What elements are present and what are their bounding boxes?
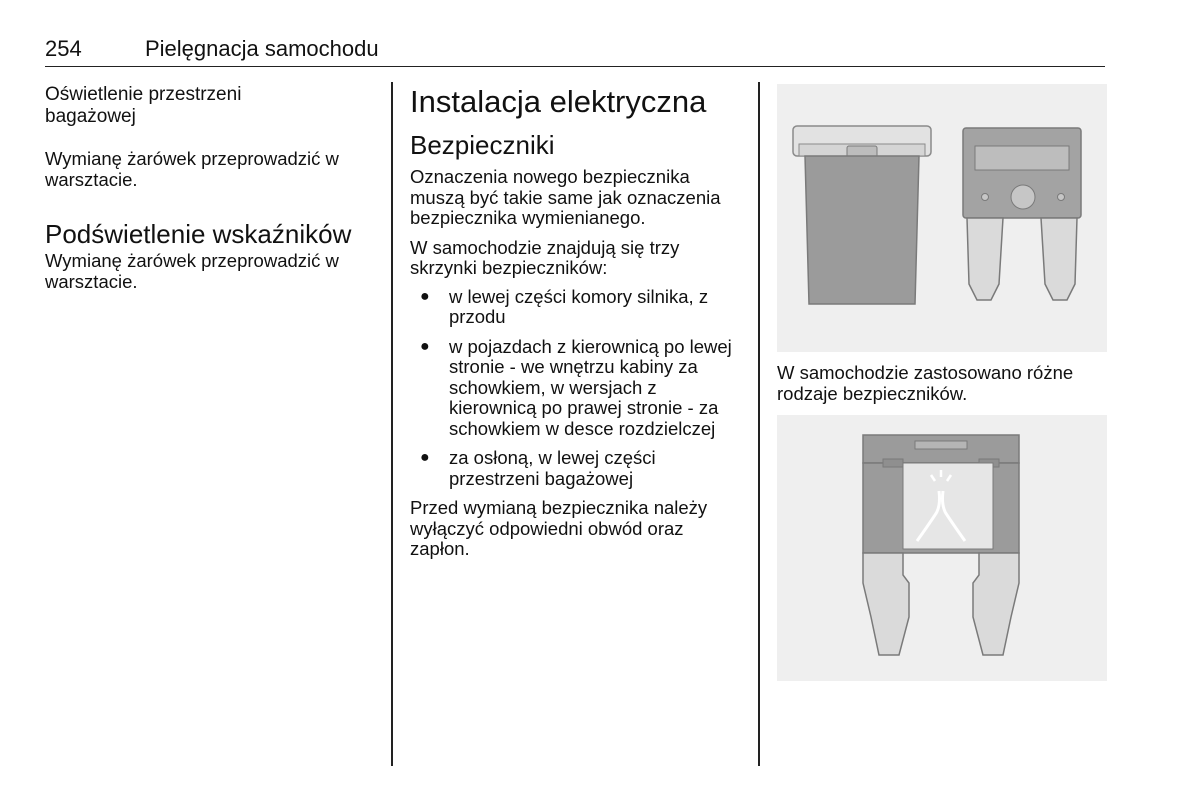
- list-item-text: w lewej części komory silnika, z przodu: [449, 285, 709, 327]
- chapter-title: Pielęgnacja samochodu: [145, 36, 379, 61]
- bullet-icon: ●: [420, 287, 430, 305]
- list-item-text: w pojazdach z kierownicą po lewej stronie - we wnętrzu kabiny za schowkiem, w wersjach z kierownicą po prawej stronie - za schowkiem w desce rozdzielczej: [449, 335, 732, 439]
- column-middle: [410, 84, 745, 560]
- sub-heading: Bezpieczniki: [410, 130, 555, 160]
- paragraph-before-replacement: Przed wymianą bezpiecznika należy wyłączyć odpowiedni obwód oraz zapłon.: [410, 497, 708, 559]
- section-text-luggage-lighting: Wymianę żarówek przeprowadzić w warsztacie.: [45, 148, 339, 190]
- column-left: [45, 84, 375, 292]
- figure-caption-fuse-types: W samochodzie zastosowano różne rodzaje bezpieczników.: [777, 362, 1074, 404]
- paragraph-fuse-markings: Oznaczenia nowego bezpiecznika muszą być takie same jak oznaczenia bezpiecznika wymienianego.: [410, 166, 721, 228]
- fuse-box-list: [410, 287, 745, 490]
- column-divider: [391, 82, 393, 766]
- mini-fuse-illustration: [777, 415, 1107, 681]
- bullet-icon: ●: [420, 337, 430, 355]
- page-header: [45, 34, 1105, 67]
- paragraph-fuse-boxes: W samochodzie znajdują się trzy skrzynki bezpieczników:: [410, 236, 680, 278]
- list-item: [410, 287, 739, 328]
- column-right: [777, 84, 1107, 681]
- list-item: [410, 448, 709, 489]
- section-text-instrument-lighting: Wymianę żarówek przeprowadzić w warsztacie.: [45, 250, 339, 292]
- main-heading: Instalacja elektryczna: [410, 84, 707, 119]
- fuse-side-view: [793, 126, 931, 304]
- fuse-types-illustration: [777, 84, 1107, 352]
- section-heading-instrument-lighting: Podświetlenie wskaźników: [45, 219, 352, 249]
- bullet-icon: ●: [420, 449, 430, 466]
- section-heading-luggage-lighting: Oświetlenie przestrzeni bagażowej: [45, 84, 242, 127]
- column-divider: [758, 82, 760, 766]
- list-item-text: za osłoną, w lewej części przestrzeni bagażowej: [449, 447, 656, 489]
- list-item: [410, 337, 747, 440]
- page-number: 254: [45, 36, 82, 61]
